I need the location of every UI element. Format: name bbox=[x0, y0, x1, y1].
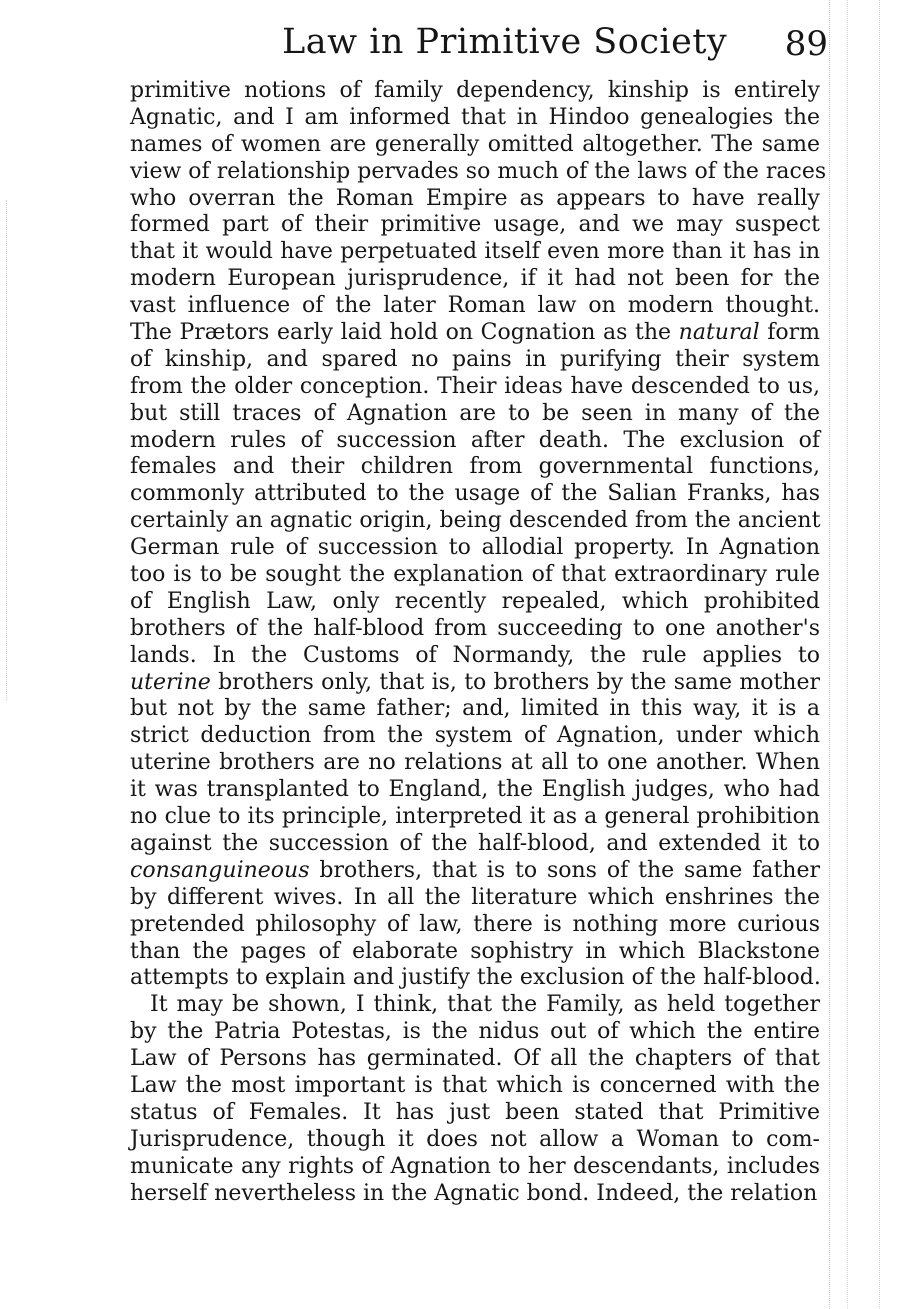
text-line bbox=[130, 535, 820, 562]
text-line bbox=[130, 401, 820, 428]
text-run: attempts to explain and justify the exclusion of the half-blood. bbox=[130, 965, 821, 991]
text-line bbox=[130, 266, 820, 293]
paragraph bbox=[130, 992, 820, 1207]
text-line bbox=[130, 1154, 820, 1181]
text-run: certainly an agnatic origin, being descended from the ancient bbox=[130, 508, 821, 534]
text-line bbox=[130, 293, 820, 320]
text-run: commonly attributed to the usage of the Salian Franks, has bbox=[130, 481, 820, 507]
text-run: status of Females. It has just been stated that Primitive bbox=[130, 1099, 820, 1125]
text-run: no clue to its principle, interpreted it as a general prohibition bbox=[130, 804, 820, 830]
text-line bbox=[130, 158, 827, 186]
text-line bbox=[130, 212, 820, 239]
text-run: it was transplanted to England, the English judges, who had bbox=[130, 777, 820, 803]
text-line bbox=[130, 804, 820, 831]
text-line bbox=[130, 965, 820, 992]
text-line bbox=[130, 105, 820, 132]
text-run: Jurisprudence, though it does not allow a Woman to com- bbox=[130, 1126, 820, 1152]
text-run: Law of Persons has germinated. Of all the chapters of that bbox=[130, 1046, 820, 1072]
paragraph bbox=[130, 78, 827, 992]
text-run: strict deduction from the system of Agnation, under which bbox=[130, 723, 820, 749]
text-line bbox=[130, 643, 820, 670]
text-line bbox=[130, 78, 820, 105]
text-line bbox=[130, 1181, 820, 1208]
text-line bbox=[130, 320, 820, 347]
text-line bbox=[130, 186, 820, 213]
italic-text: consanguineous bbox=[130, 857, 310, 883]
text-run: but still traces of Agnation are to be seen in many of the bbox=[130, 400, 820, 426]
text-run: brothers, that is to sons of the same father bbox=[309, 857, 820, 883]
text-line bbox=[130, 481, 820, 508]
text-run: that it would have perpetuated itself even more than it has in bbox=[130, 239, 820, 265]
text-line bbox=[130, 454, 820, 481]
text-line bbox=[130, 1019, 820, 1046]
running-title: Law in Primitive Society bbox=[282, 22, 728, 62]
text-run: view of relationship pervades so much of the laws of the races bbox=[130, 158, 827, 184]
text-run: of kinship, and spared no pains in purifying their system bbox=[130, 346, 820, 372]
text-line bbox=[130, 1127, 820, 1154]
text-line bbox=[130, 831, 820, 858]
text-line bbox=[130, 670, 820, 697]
text-run: vast influence of the later Roman law on modern thought. bbox=[130, 293, 820, 319]
text-run: who overran the Roman Empire as appears to have really bbox=[130, 185, 820, 211]
text-line bbox=[130, 885, 820, 912]
text-run: form bbox=[759, 320, 821, 346]
text-line bbox=[130, 508, 820, 535]
text-run: but not by the same father; and, limited in this way, it is a bbox=[130, 696, 820, 722]
text-run: brothers only, that is, to brothers by the same mother bbox=[210, 669, 820, 695]
text-run: against the succession of the half-blood, and extended it to bbox=[130, 830, 820, 856]
text-line bbox=[130, 723, 820, 750]
text-line bbox=[130, 939, 820, 966]
text-line bbox=[130, 428, 820, 455]
text-line bbox=[130, 562, 820, 589]
text-run: formed part of their primitive usage, and we may suspect bbox=[130, 212, 820, 238]
scan-artifact-right bbox=[878, 0, 880, 1309]
scan-artifact-right bbox=[828, 0, 830, 1309]
text-run: It may be shown, I think, that the Family, as held together bbox=[150, 992, 820, 1018]
text-run: uterine brothers are no relations at all to one another. When bbox=[130, 750, 820, 776]
page-header bbox=[128, 22, 828, 74]
text-run: than the pages of elaborate sophistry in which Blackstone bbox=[130, 938, 820, 964]
text-line bbox=[130, 347, 820, 374]
body-text bbox=[130, 78, 827, 1207]
text-run: from the older conception. Their ideas have descended to us, bbox=[130, 373, 820, 399]
scan-artifact-left bbox=[6, 200, 8, 700]
text-line bbox=[130, 1073, 820, 1100]
text-run: herself nevertheless in the Agnatic bond. Indeed, the relation bbox=[130, 1180, 818, 1206]
page-number: 89 bbox=[784, 24, 828, 64]
text-run: brothers of the half-blood from succeeding to one another's bbox=[130, 615, 820, 641]
text-run: of English Law, only recently repealed, which prohibited bbox=[130, 588, 820, 614]
text-run: primitive notions of family dependency, kinship is entirely bbox=[130, 78, 820, 103]
text-line bbox=[130, 992, 820, 1019]
text-run: names of women are generally omitted altogether. The same bbox=[130, 131, 820, 157]
text-line bbox=[130, 696, 820, 723]
text-line bbox=[130, 912, 820, 939]
text-run: by different wives. In all the literature which enshrines the bbox=[130, 884, 820, 910]
text-run: modern European jurisprudence, if it had not been for the bbox=[130, 266, 820, 292]
text-line bbox=[130, 1100, 820, 1127]
text-line bbox=[130, 616, 820, 643]
text-line bbox=[130, 1046, 820, 1073]
text-run: modern rules of succession after death. The exclusion of bbox=[130, 427, 820, 453]
text-line bbox=[130, 132, 820, 159]
text-run: The Prætors early laid hold on Cognation as the bbox=[130, 320, 679, 346]
text-run: pretended philosophy of law, there is nothing more curious bbox=[130, 911, 820, 937]
text-line bbox=[130, 239, 820, 266]
text-run: Agnatic, and I am informed that in Hindoo genealogies the bbox=[130, 104, 820, 130]
scan-artifact-right bbox=[846, 0, 848, 1309]
text-line bbox=[130, 374, 820, 401]
italic-text: natural bbox=[678, 320, 760, 346]
text-run: municate any rights of Agnation to her descendants, includes bbox=[130, 1153, 820, 1179]
text-run: by the Patria Potestas, is the nidus out of which the entire bbox=[130, 1019, 820, 1045]
text-line bbox=[130, 858, 820, 885]
text-run: lands. In the Customs of Normandy, the rule applies to bbox=[130, 642, 820, 668]
text-run: females and their children from governmental functions, bbox=[130, 454, 820, 480]
text-run: Law the most important is that which is concerned with the bbox=[130, 1072, 820, 1098]
text-line bbox=[130, 750, 820, 777]
text-line bbox=[130, 589, 820, 616]
text-line bbox=[130, 777, 820, 804]
text-run: too is to be sought the explanation of that extraordinary rule bbox=[130, 562, 820, 588]
italic-text: uterine bbox=[130, 669, 211, 695]
text-run: German rule of succession to allodial property. In Agnation bbox=[130, 535, 820, 561]
